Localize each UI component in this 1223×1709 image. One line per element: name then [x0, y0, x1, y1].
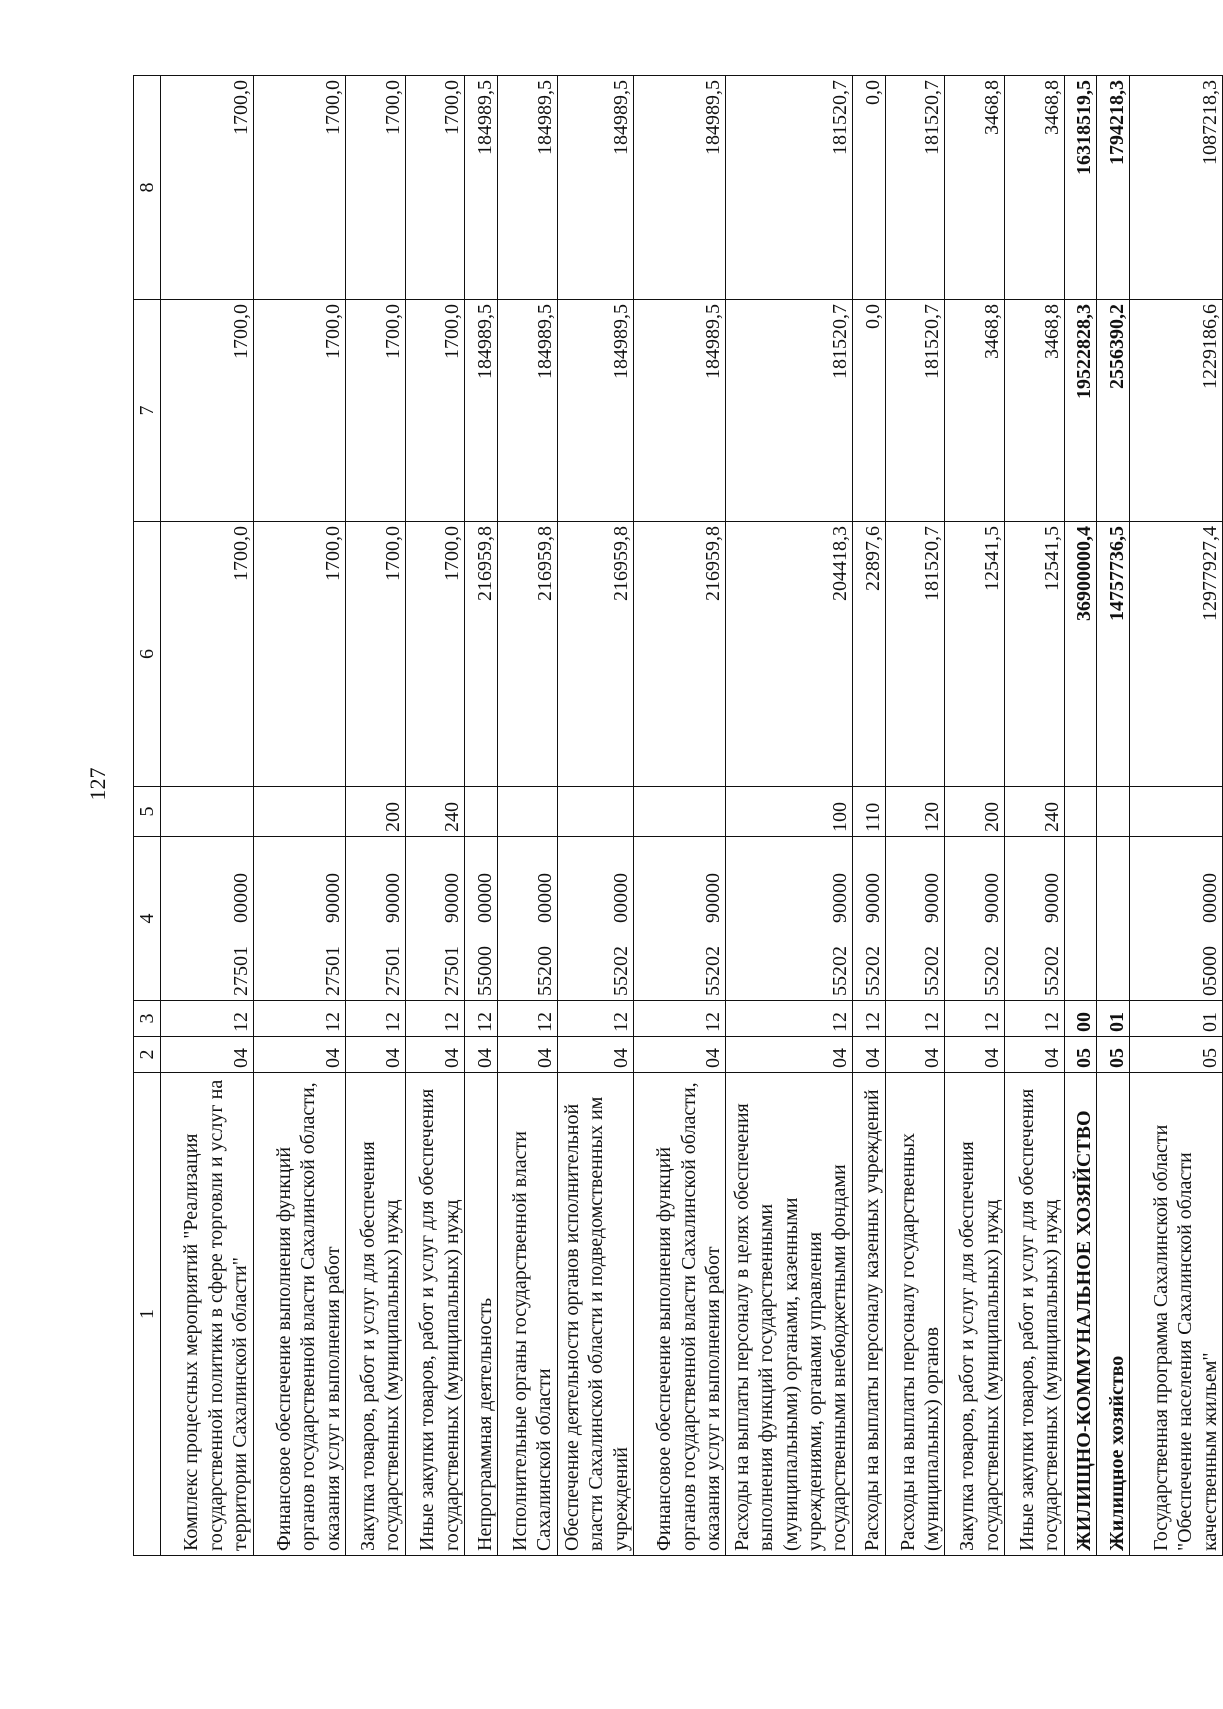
subsection-code-cell: 12 — [465, 1001, 498, 1037]
section-code-cell: 05 — [1130, 1037, 1223, 1073]
table-body — [161, 76, 1223, 1556]
amount-col7-cell: 1700,0 — [346, 300, 406, 522]
header-cell: 2 — [134, 1037, 161, 1073]
header-cell: 1 — [134, 1073, 161, 1556]
subsection-code-cell: 12 — [726, 1001, 852, 1037]
row-name-cell: ЖИЛИЩНО-КОММУНАЛЬНОЕ ХОЗЯЙСТВО — [1064, 1073, 1097, 1556]
target-code-cell: 55202 90000 — [945, 837, 1005, 1001]
amount-col7-cell: 1229186,6 — [1130, 300, 1223, 522]
table-row — [1004, 76, 1064, 1556]
amount-col8-cell: 184989,5 — [465, 76, 498, 300]
table-row — [945, 76, 1005, 1556]
row-name-cell: Иные закупки товаров, работ и услуг для обеспечения государственных (муниципальных) нужд — [1004, 1073, 1064, 1556]
section-code-cell: 04 — [945, 1037, 1005, 1073]
subsection-code-cell: 12 — [633, 1001, 726, 1037]
table-header-row — [134, 76, 161, 1556]
amount-col8-cell: 181520,7 — [885, 76, 945, 300]
expense-type-cell: 200 — [945, 787, 1005, 837]
amount-col6-cell: 204418,3 — [726, 522, 852, 787]
amount-col6-cell: 36900000,4 — [1064, 522, 1097, 787]
amount-col6-cell: 1700,0 — [346, 522, 406, 787]
subsection-code-cell: 12 — [253, 1001, 346, 1037]
amount-col8-cell: 1794218,3 — [1097, 76, 1130, 300]
amount-col6-cell: 1700,0 — [253, 522, 346, 787]
amount-col8-cell: 184989,5 — [557, 76, 633, 300]
amount-col8-cell: 16318519,5 — [1064, 76, 1097, 300]
row-name-cell: Финансовое обеспечение выполнения функций органов государственной власти Сахалинской области, оказания услуг и выполнения работ — [253, 1073, 346, 1556]
amount-col8-cell: 1087218,3 — [1130, 76, 1223, 300]
expense-type-cell — [1097, 787, 1130, 837]
amount-col8-cell: 184989,5 — [498, 76, 558, 300]
amount-col6-cell: 216959,8 — [633, 522, 726, 787]
page-number: 127 — [85, 767, 110, 801]
section-code-cell: 05 — [1064, 1037, 1097, 1073]
expense-type-cell — [1130, 787, 1223, 837]
table-row — [465, 76, 498, 1556]
table-row — [1097, 76, 1130, 1556]
table-row — [852, 76, 885, 1556]
target-code-cell: 55000 00000 — [465, 837, 498, 1001]
target-code-cell: 05000 00000 — [1130, 837, 1223, 1001]
target-code-cell: 27501 90000 — [253, 837, 346, 1001]
row-name-cell: Расходы на выплаты персоналу в целях обеспечения выполнения функций государственными (муниципальными) органами, казенными учреждениями, органами управления государственными внебюджетными фондами — [726, 1073, 852, 1556]
expense-type-cell — [633, 787, 726, 837]
amount-col7-cell: 184989,5 — [465, 300, 498, 522]
amount-col7-cell: 2556390,2 — [1097, 300, 1130, 522]
section-code-cell: 04 — [1004, 1037, 1064, 1073]
subsection-code-cell: 01 — [1130, 1001, 1223, 1037]
table-row — [885, 76, 945, 1556]
table-row — [161, 76, 254, 1556]
amount-col7-cell: 181520,7 — [726, 300, 852, 522]
amount-col7-cell: 1700,0 — [161, 300, 254, 522]
subsection-code-cell: 01 — [1097, 1001, 1130, 1037]
subsection-code-cell: 00 — [1064, 1001, 1097, 1037]
amount-col8-cell: 3468,8 — [1004, 76, 1064, 300]
amount-col8-cell: 3468,8 — [945, 76, 1005, 300]
amount-col8-cell: 1700,0 — [253, 76, 346, 300]
section-code-cell: 04 — [346, 1037, 406, 1073]
amount-col7-cell: 3468,8 — [1004, 300, 1064, 522]
row-name-cell: Государственная программа Сахалинской области "Обеспечение населения Сахалинской области качественным жильем" — [1130, 1073, 1223, 1556]
target-code-cell: 27501 90000 — [405, 837, 465, 1001]
section-code-cell: 04 — [253, 1037, 346, 1073]
target-code-cell — [1064, 837, 1097, 1001]
target-code-cell: 55200 00000 — [498, 837, 558, 1001]
row-name-cell: Непрограммная деятельность — [465, 1073, 498, 1556]
expense-type-cell: 100 — [726, 787, 852, 837]
expense-type-cell — [253, 787, 346, 837]
row-name-cell: Закупка товаров, работ и услуг для обеспечения государственных (муниципальных) нужд — [945, 1073, 1005, 1556]
amount-col7-cell: 184989,5 — [498, 300, 558, 522]
table-row — [1064, 76, 1097, 1556]
amount-col6-cell: 12977927,4 — [1130, 522, 1223, 787]
amount-col7-cell: 1700,0 — [405, 300, 465, 522]
amount-col7-cell: 181520,7 — [885, 300, 945, 522]
row-name-cell: Расходы на выплаты персоналу казенных учреждений — [852, 1073, 885, 1556]
subsection-code-cell: 12 — [852, 1001, 885, 1037]
subsection-code-cell: 12 — [885, 1001, 945, 1037]
target-code-cell: 27501 90000 — [346, 837, 406, 1001]
amount-col8-cell: 1700,0 — [346, 76, 406, 300]
subsection-code-cell: 12 — [405, 1001, 465, 1037]
rotated-table-container — [133, 76, 1223, 1556]
target-code-cell — [1097, 837, 1130, 1001]
amount-col6-cell: 181520,7 — [885, 522, 945, 787]
section-code-cell: 04 — [465, 1037, 498, 1073]
table-row — [498, 76, 558, 1556]
subsection-code-cell: 12 — [557, 1001, 633, 1037]
amount-col6-cell: 216959,8 — [498, 522, 558, 787]
amount-col6-cell: 22897,6 — [852, 522, 885, 787]
target-code-cell: 55202 90000 — [885, 837, 945, 1001]
row-name-cell: Жилищное хозяйство — [1097, 1073, 1130, 1556]
header-cell: 7 — [134, 300, 161, 522]
section-code-cell: 05 — [1097, 1037, 1130, 1073]
amount-col8-cell: 1700,0 — [405, 76, 465, 300]
table-row — [1130, 76, 1223, 1556]
amount-col7-cell: 184989,5 — [557, 300, 633, 522]
expense-type-cell: 240 — [1004, 787, 1064, 837]
expense-type-cell: 240 — [405, 787, 465, 837]
subsection-code-cell: 12 — [161, 1001, 254, 1037]
table-row — [726, 76, 852, 1556]
row-name-cell: Исполнительные органы государственной власти Сахалинской области — [498, 1073, 558, 1556]
row-name-cell: Комплекс процессных мероприятий "Реализация государственной политики в сфере торговли и услуг на территории Сахалинской области" — [161, 1073, 254, 1556]
expense-type-cell: 200 — [346, 787, 406, 837]
amount-col8-cell: 0,0 — [852, 76, 885, 300]
header-cell: 3 — [134, 1001, 161, 1037]
amount-col7-cell: 19522828,3 — [1064, 300, 1097, 522]
row-name-cell: Иные закупки товаров, работ и услуг для обеспечения государственных (муниципальных) нужд — [405, 1073, 465, 1556]
expense-type-cell — [465, 787, 498, 837]
amount-col7-cell: 0,0 — [852, 300, 885, 522]
amount-col6-cell: 216959,8 — [557, 522, 633, 787]
amount-col6-cell: 14757736,5 — [1097, 522, 1130, 787]
subsection-code-cell: 12 — [498, 1001, 558, 1037]
expense-type-cell — [1064, 787, 1097, 837]
section-code-cell: 04 — [726, 1037, 852, 1073]
row-name-cell: Обеспечение деятельности органов исполнительной власти Сахалинской области и подведомственных им учреждений — [557, 1073, 633, 1556]
header-cell: 5 — [134, 787, 161, 837]
amount-col8-cell: 184989,5 — [633, 76, 726, 300]
table-row — [346, 76, 406, 1556]
amount-col8-cell: 181520,7 — [726, 76, 852, 300]
subsection-code-cell: 12 — [346, 1001, 406, 1037]
expense-type-cell: 120 — [885, 787, 945, 837]
table-row — [633, 76, 726, 1556]
amount-col6-cell: 12541,5 — [1004, 522, 1064, 787]
header-cell: 6 — [134, 522, 161, 787]
amount-col7-cell: 1700,0 — [253, 300, 346, 522]
amount-col7-cell: 184989,5 — [633, 300, 726, 522]
target-code-cell: 27501 00000 — [161, 837, 254, 1001]
amount-col6-cell: 1700,0 — [405, 522, 465, 787]
subsection-code-cell: 12 — [945, 1001, 1005, 1037]
target-code-cell: 55202 00000 — [557, 837, 633, 1001]
expense-type-cell — [557, 787, 633, 837]
header-cell: 8 — [134, 76, 161, 300]
row-name-cell: Финансовое обеспечение выполнения функций органов государственной власти Сахалинской области, оказания услуг и выполнения работ — [633, 1073, 726, 1556]
amount-col7-cell: 3468,8 — [945, 300, 1005, 522]
amount-col8-cell: 1700,0 — [161, 76, 254, 300]
section-code-cell: 04 — [852, 1037, 885, 1073]
target-code-cell: 55202 90000 — [633, 837, 726, 1001]
row-name-cell: Закупка товаров, работ и услуг для обеспечения государственных (муниципальных) нужд — [346, 1073, 406, 1556]
table-row — [405, 76, 465, 1556]
section-code-cell: 04 — [161, 1037, 254, 1073]
subsection-code-cell: 12 — [1004, 1001, 1064, 1037]
target-code-cell: 55202 90000 — [852, 837, 885, 1001]
expense-type-cell — [498, 787, 558, 837]
header-cell: 4 — [134, 837, 161, 1001]
table-row — [253, 76, 346, 1556]
section-code-cell: 04 — [885, 1037, 945, 1073]
section-code-cell: 04 — [633, 1037, 726, 1073]
budget-table — [133, 75, 1223, 1556]
section-code-cell: 04 — [557, 1037, 633, 1073]
amount-col6-cell: 216959,8 — [465, 522, 498, 787]
amount-col6-cell: 12541,5 — [945, 522, 1005, 787]
expense-type-cell: 110 — [852, 787, 885, 837]
target-code-cell: 55202 90000 — [726, 837, 852, 1001]
section-code-cell: 04 — [498, 1037, 558, 1073]
amount-col6-cell: 1700,0 — [161, 522, 254, 787]
row-name-cell: Расходы на выплаты персоналу государственных (муниципальных) органов — [885, 1073, 945, 1556]
section-code-cell: 04 — [405, 1037, 465, 1073]
expense-type-cell — [161, 787, 254, 837]
table-row — [557, 76, 633, 1556]
target-code-cell: 55202 90000 — [1004, 837, 1064, 1001]
